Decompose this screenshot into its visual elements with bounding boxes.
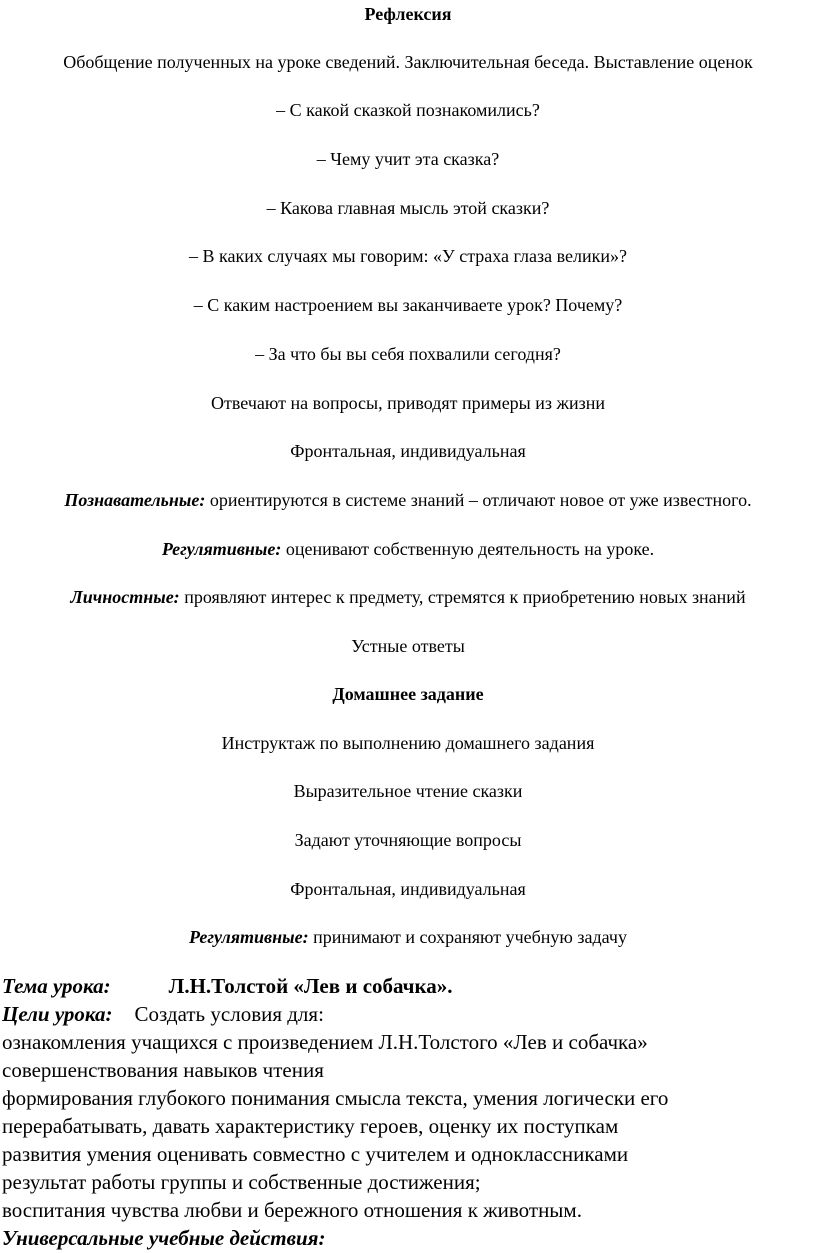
cognitive-text: ориентируются в системе знаний – отличают новое от уже известного.	[205, 490, 752, 510]
lesson-goals	[2, 1001, 324, 1027]
goal-line-7: воспитания чувства любви и бережного отношения к животным.	[2, 1198, 582, 1222]
reflection-question-6: – За что бы вы себя похвалили сегодня?	[255, 344, 561, 364]
personal-label: Личностные:	[70, 587, 180, 607]
reflection-heading: Рефлексия	[364, 4, 452, 24]
reflection-work-form: Фронтальная, индивидуальная	[290, 441, 526, 461]
homework-task: Выразительное чтение сказки	[293, 781, 523, 801]
regulatory-text: оценивают собственную деятельность на уроке.	[281, 539, 655, 559]
regulatory-label: Регулятивные:	[161, 539, 282, 559]
reflection-question-5: – С каким настроением вы заканчиваете урок? Почему?	[193, 295, 623, 315]
homework-regulatory-text: принимают и сохраняют учебную задачу	[308, 927, 627, 947]
goals-intro: Создать условия для:	[134, 1002, 324, 1026]
goal-line-4: перерабатывать, давать характеристику героев, оценку их поступкам	[2, 1114, 619, 1138]
topic-value: Л.Н.Толстой «Лев и собачка».	[168, 974, 453, 998]
goal-line-5: развития умения оценивать совместно с учителем и одноклассниками	[2, 1142, 629, 1166]
goals-label: Цели урока:	[2, 1002, 113, 1026]
uud-label: Универсальные учебные действия:	[2, 1226, 326, 1250]
reflection-cognitive	[0, 489, 816, 511]
homework-regulatory	[0, 926, 816, 948]
reflection-summary: Обобщение полученных на уроке сведений. Заключительная беседа. Выставление оценок	[63, 52, 753, 72]
goal-line-6: результат работы группы и собственные достижения;	[2, 1170, 481, 1194]
homework-instruction: Инструктаж по выполнению домашнего задания	[221, 733, 595, 753]
reflection-question-4: – В каких случаях мы говорим: «У страха глаза велики»?	[189, 246, 627, 266]
lesson-topic	[2, 973, 453, 999]
homework-work-form: Фронтальная, индивидуальная	[290, 879, 526, 899]
reflection-student-activity: Отвечают на вопросы, приводят примеры из жизни	[211, 393, 605, 413]
reflection-question-3: – Какова главная мысль этой сказки?	[266, 198, 550, 218]
homework-heading: Домашнее задание	[332, 684, 484, 704]
reflection-regulatory	[0, 538, 816, 560]
reflection-control: Устные ответы	[351, 636, 465, 656]
reflection-question-2: – Чему учит эта сказка?	[316, 149, 500, 169]
topic-label: Тема урока:	[2, 974, 111, 998]
goal-line-3: формирования глубокого понимания смысла текста, умения логически его	[2, 1086, 669, 1110]
homework-regulatory-label: Регулятивные:	[189, 927, 309, 947]
homework-student-activity: Задают уточняющие вопросы	[294, 830, 522, 850]
personal-text: проявляют интерес к предмету, стремятся к приобретению новых знаний	[179, 587, 746, 607]
reflection-personal	[0, 586, 816, 608]
reflection-question-1: – С какой сказкой познакомились?	[276, 100, 540, 120]
goal-line-1: ознакомления учащихся с произведением Л.Н.Толстого «Лев и собачка»	[2, 1030, 648, 1054]
goal-line-2: совершенствования навыков чтения	[2, 1058, 324, 1082]
cognitive-label: Познавательные:	[64, 490, 206, 510]
